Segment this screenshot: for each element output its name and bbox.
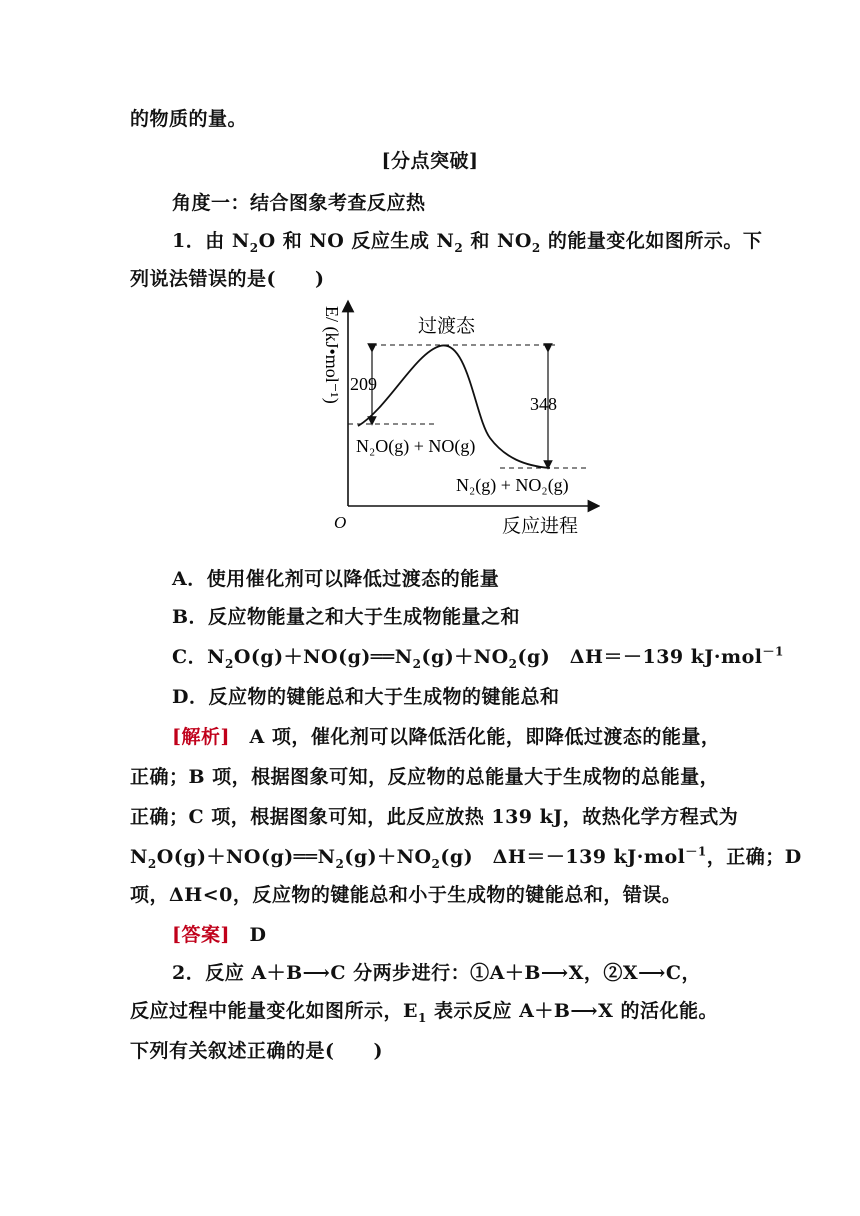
question-2-line-1: 2．反应 A＋B⟶C 分两步进行：①A＋B⟶X，②X⟶C， xyxy=(172,962,701,984)
reactants-label: N₂O(g) + NO(g) xyxy=(356,436,476,456)
activation-value: 209 xyxy=(350,374,377,394)
section-title: [分点突破] xyxy=(381,150,479,172)
energy-diagram xyxy=(310,298,600,543)
answer-line: [答案] D xyxy=(172,924,267,946)
analysis-line-2: 正确；B 项，根据图象可知，反应物的总能量大于生成物的总能量， xyxy=(130,766,720,788)
x-axis-label: 反应进程 xyxy=(502,516,579,537)
y-axis-label: E/ (kJ•mol⁻¹) xyxy=(322,306,342,404)
question-2-line-3: 下列有关叙述正确的是( ) xyxy=(130,1040,383,1062)
answer-tag: [答案] xyxy=(172,924,230,946)
question-1-line-1: 1．由 $N_2O$ 和 NO 反应生成 $N_2$ 和 $NO_2$ 的能量变化如图所示。下 xyxy=(172,230,763,255)
question-1-line-2: 列说法错误的是( ) xyxy=(130,268,325,290)
option-a: A．使用催化剂可以降低过渡态的能量 xyxy=(172,568,500,590)
angle-title: 角度一：结合图象考查反应热 xyxy=(172,192,426,214)
analysis-tag: [解析] xyxy=(172,726,230,748)
option-d: D．反应物的键能总和大于生成物的键能总和 xyxy=(172,686,560,708)
option-b: B．反应物能量之和大于生成物能量之和 xyxy=(172,606,521,628)
transition-state-label: 过渡态 xyxy=(418,316,476,337)
products-label: N₂(g) + NO₂(g) xyxy=(456,475,569,495)
analysis-line-3: 正确；C 项，根据图象可知，此反应放热 139 kJ，故热化学方程式为 xyxy=(130,806,739,828)
continuation-text: 的物质的量。 xyxy=(130,108,248,130)
analysis-line-1: [解析] A 项，催化剂可以降低活化能，即降低过渡态的能量， xyxy=(172,726,721,748)
origin-label: O xyxy=(334,513,347,532)
option-c: C．$N_2O(g)+NO(g)══N_2(g)+NO_2(g)$ ΔH＝－139 kJ·mol$^{-1}$ xyxy=(172,644,784,671)
difference-value: 348 xyxy=(530,394,557,414)
analysis-line-4: $N_2O(g)+NO(g)══N_2(g)+NO_2(g)$ ΔH＝－139 kJ·mol$^{-1}$，正确；D xyxy=(130,844,802,871)
question-2-line-2: 反应过程中能量变化如图所示，$E_1$ 表示反应 A＋B⟶X 的活化能。 xyxy=(130,1000,718,1025)
analysis-line-5: 项，ΔH<0，反应物的键能总和小于生成物的键能总和，错误。 xyxy=(130,884,682,906)
